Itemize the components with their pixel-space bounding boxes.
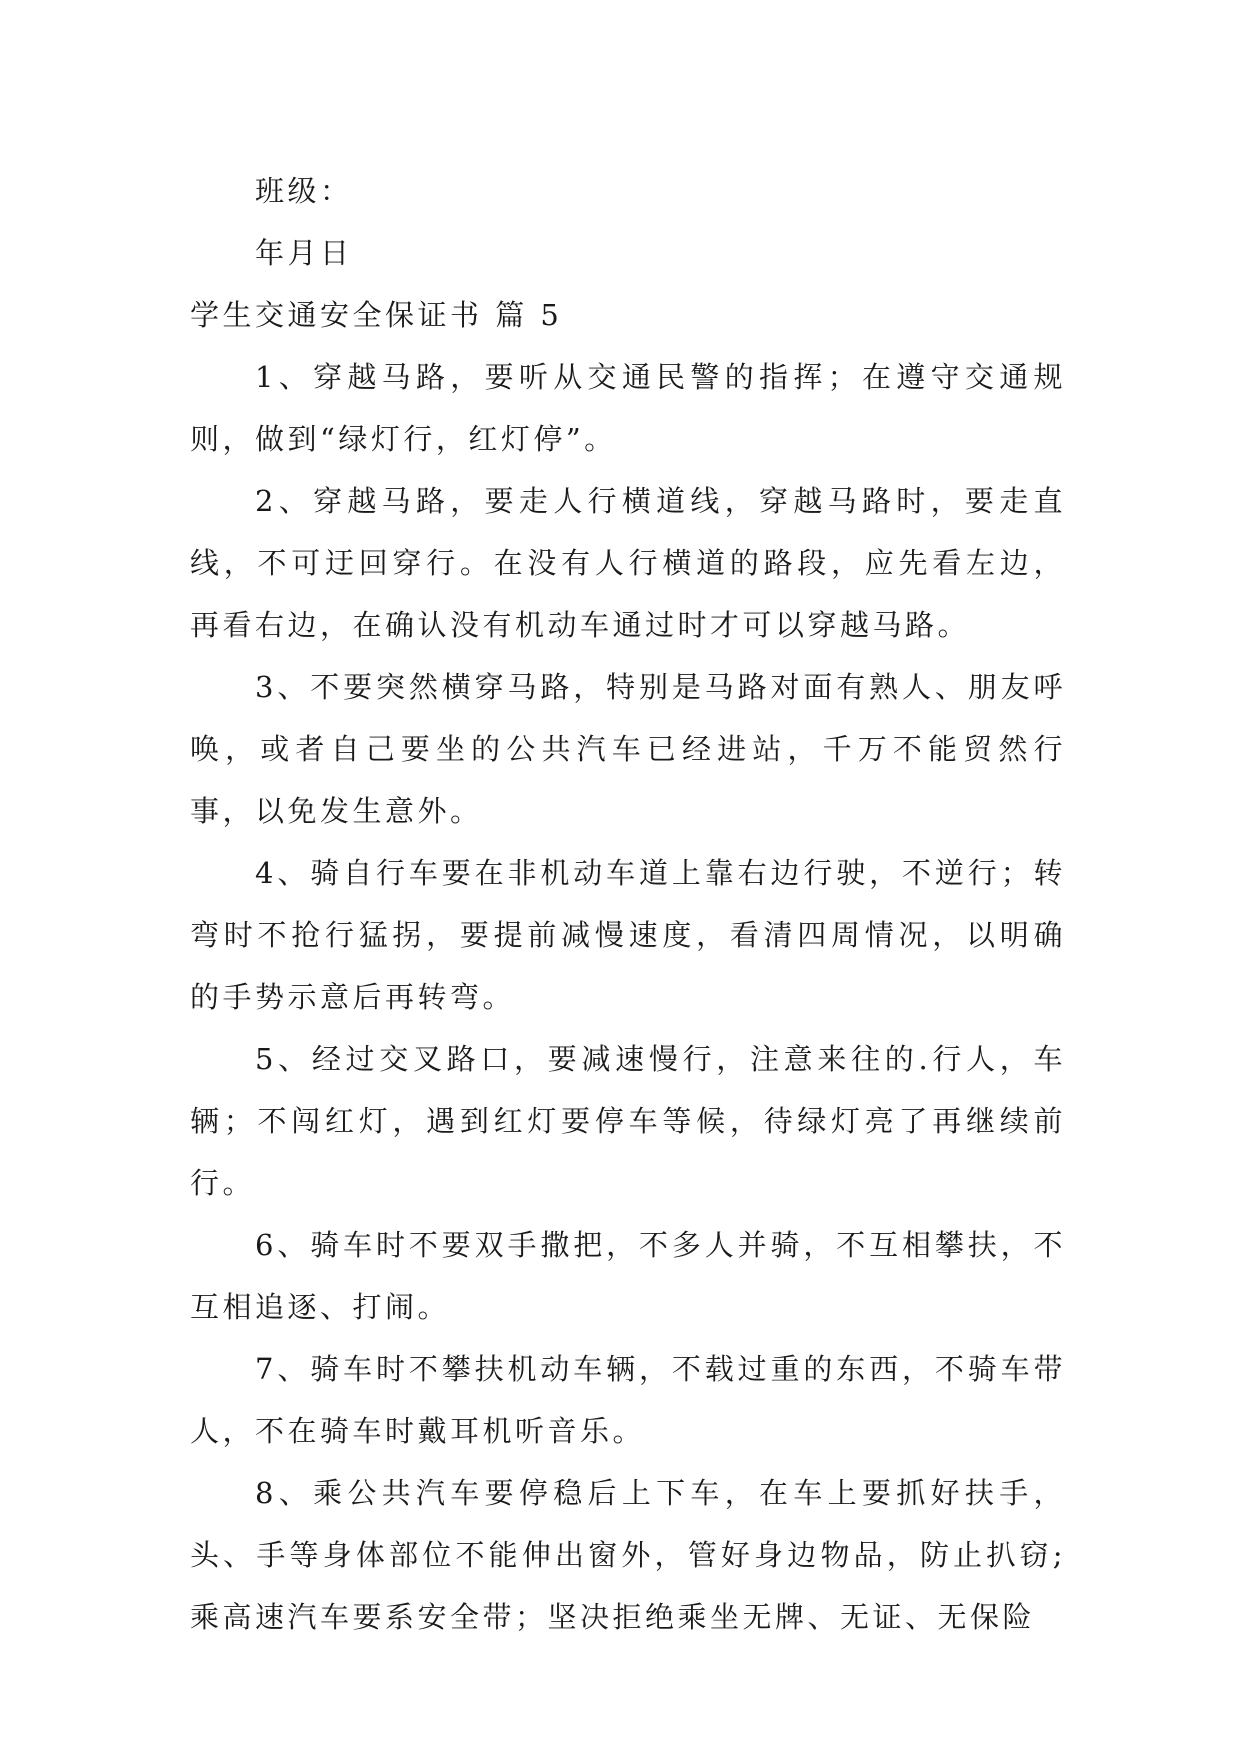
date-label: 年月日 [255,236,353,270]
paragraph-1: 1、穿越马路，要听从交通民警的指挥；在遵守交通规则，做到“绿灯行，红灯停”。 [190,360,1066,456]
document-body [190,160,1066,1648]
section-heading: 学生交通安全保证书 篇 5 [190,298,563,332]
paragraph-6: 6、骑车时不要双手撒把，不多人并骑，不互相攀扶，不互相追逐、打闹。 [190,1228,1066,1324]
paragraph-2: 2、穿越马路，要走人行横道线，穿越马路时，要走直线，不可迂回穿行。在没有人行横道的路段，应先看左边，再看右边，在确认没有机动车通过时才可以穿越马路。 [190,484,1066,642]
paragraph-4: 4、骑自行车要在非机动车道上靠右边行驶，不逆行；转弯时不抢行猛拐，要提前减慢速度，看清四周情况，以明确的手势示意后再转弯。 [190,856,1066,1014]
paragraph-7: 7、骑车时不攀扶机动车辆，不载过重的东西，不骑车带人，不在骑车时戴耳机听音乐。 [190,1352,1066,1448]
class-label: 班级： [255,174,353,208]
paragraph-5: 5、经过交叉路口，要减速慢行，注意来往的.行人，车辆；不闯红灯，遇到红灯要停车等候，待绿灯亮了再继续前行。 [190,1042,1066,1200]
paragraph-3: 3、不要突然横穿马路，特别是马路对面有熟人、朋友呼唤，或者自己要坐的公共汽车已经进站，千万不能贸然行事，以免发生意外。 [190,670,1066,828]
paragraph-8: 8、乘公共汽车要停稳后上下车，在车上要抓好扶手，头、手等身体部位不能伸出窗外，管好身边物品，防止扒窃;乘高速汽车要系安全带；坚决拒绝乘坐无牌、无证、无保险 [190,1476,1066,1634]
